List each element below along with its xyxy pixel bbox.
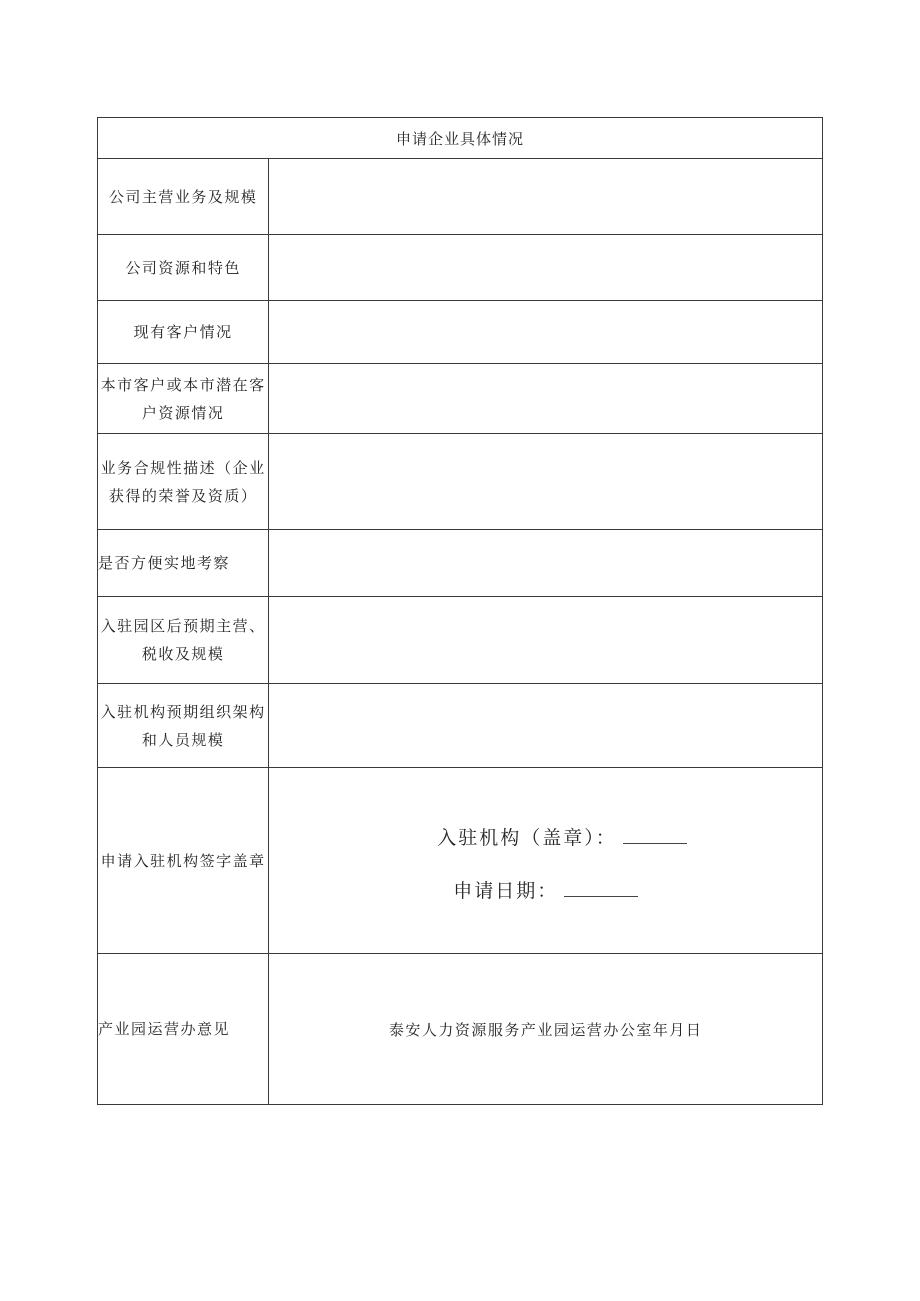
org-seal-blank[interactable] [623, 842, 687, 844]
label-line: 现有客户情况 [133, 323, 233, 341]
label-local-customers [98, 364, 269, 434]
table-row [98, 954, 823, 1105]
label-line: 户资源情况 [141, 403, 225, 422]
value-local-customers[interactable] [269, 364, 823, 434]
value-org-structure[interactable] [269, 684, 823, 768]
label-line: 公司资源和特色 [125, 258, 241, 277]
opinion-text[interactable]: 泰安人力资源服务产业园运营办公室年月日 [269, 954, 823, 1105]
label-existing-customers [98, 301, 269, 364]
label-line: 入驻机构预期组织架构 [100, 702, 266, 721]
application-form-table [97, 117, 823, 1105]
label-resources [98, 235, 269, 301]
date-line [453, 876, 638, 903]
signature-block [269, 769, 822, 953]
label-signature: 申请入驻机构签字盖章 [98, 768, 269, 954]
table-row [98, 301, 823, 364]
table-row [98, 530, 823, 597]
table-row [98, 684, 823, 768]
label-line: 是否方便实地考察 [98, 554, 231, 572]
date-label: 申请日期： [453, 879, 559, 902]
label-org-structure [98, 684, 269, 768]
table-row [98, 159, 823, 235]
value-expected-business[interactable] [269, 597, 823, 684]
label-expected-business [98, 597, 269, 684]
label-opinion: 产业园运营办意见 [98, 954, 269, 1105]
date-blank[interactable] [564, 895, 638, 897]
table-row [98, 235, 823, 301]
label-line: 和人员规模 [141, 730, 225, 749]
form-title: 申请企业具体情况 [98, 118, 823, 159]
value-site-visit[interactable] [269, 530, 823, 597]
table-row [98, 364, 823, 434]
value-compliance[interactable] [269, 434, 823, 530]
label-main-business [98, 159, 269, 235]
table-row [98, 434, 823, 530]
label-line: 税收及规模 [141, 645, 225, 663]
value-resources[interactable] [269, 235, 823, 301]
form-title-row [98, 118, 823, 159]
org-seal-line [437, 823, 687, 850]
label-line: 入驻园区后预期主营、 [100, 617, 266, 635]
label-line: 公司主营业务及规模 [108, 187, 258, 206]
org-seal-label: 入驻机构（盖章）： [437, 826, 617, 849]
label-compliance [98, 434, 269, 530]
label-site-visit [98, 530, 269, 597]
label-line: 业务合规性描述（企业 [100, 458, 266, 477]
label-line: 本市客户或本市潜在客 [100, 375, 266, 394]
value-main-business[interactable] [269, 159, 823, 235]
value-signature[interactable] [269, 768, 823, 954]
value-existing-customers[interactable] [269, 301, 823, 364]
table-row [98, 597, 823, 684]
label-line: 获得的荣誉及资质） [108, 486, 258, 505]
table-row [98, 768, 823, 954]
